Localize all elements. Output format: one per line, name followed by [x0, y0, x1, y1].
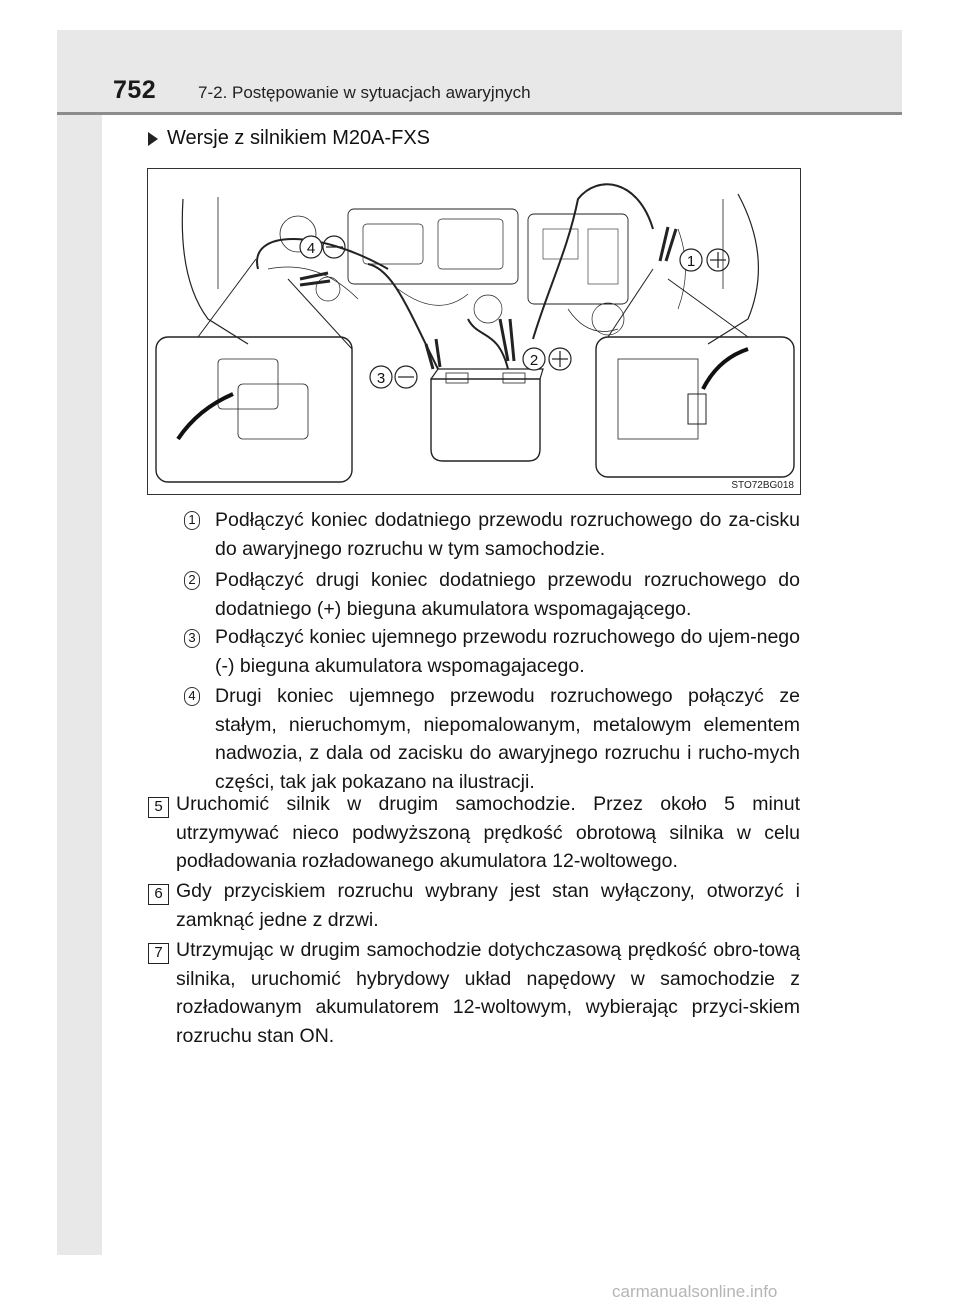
step-text: Gdy przyciskiem rozruchu wybrany jest stan wyłączony, otworzyć i zamknąć jedne z drzwi. — [176, 880, 800, 931]
substep-text: Podłączyć koniec ujemnego przewodu rozruchowego do ujem-nego (-) bieguna akumulatora wspomagajacego. — [215, 626, 800, 677]
triangle-bullet-icon — [148, 132, 158, 146]
header-rule — [57, 112, 902, 115]
substep-number: 4 — [184, 687, 200, 706]
step-number: 6 — [148, 884, 169, 905]
chapter-title: 7-2. Postępowanie w sytuacjach awaryjnych — [198, 83, 531, 102]
section-title: Wersje z silnikiem M20A-FXS — [167, 127, 431, 149]
engine-bay-drawing — [148, 169, 800, 494]
substep-number: 3 — [184, 629, 200, 648]
substep-number: 2 — [184, 571, 200, 590]
callout-2: 2 — [529, 352, 539, 369]
callout-4: 4 — [306, 240, 316, 257]
substep-text: Podłączyć koniec dodatniego przewodu rozruchowego do za-cisku do awaryjnego rozruchu w tym samochodzie. — [215, 509, 800, 560]
substep-text: Podłączyć drugi koniec dodatniego przewodu rozruchowego do dodatniego (+) bieguna akumulatora wspomagającego. — [215, 569, 800, 620]
section-heading — [148, 127, 430, 150]
step-number: 5 — [148, 797, 169, 818]
step-number: 7 — [148, 943, 169, 964]
page-number: 752 — [113, 76, 157, 104]
callout-1: 1 — [686, 253, 696, 270]
figure-code: STO72BG018 — [731, 480, 794, 491]
substep-number: 1 — [184, 511, 200, 530]
substep-text: Drugi koniec ujemnego przewodu rozruchowego połączyć ze stałym, nieruchomym, niepomalowanym, metalowym elementem nadwozia, z dala od zacisku do awaryjnego rozruchu i rucho-mych części, tak jak pokazano na ilustracji. — [215, 685, 800, 793]
step-text: Uruchomić silnik w drugim samochodzie. Przez około 5 minut utrzymywać nieco podwyższoną prędkość obrotową silnika w celu podładowania rozładowanego akumulatora 12-woltowego. — [176, 793, 800, 872]
callout-3: 3 — [376, 370, 386, 387]
step-text: Utrzymując w drugim samochodzie dotychczasową prędkość obro-tową silnika, uruchomić hybrydowy układ napędowy w samochodzie z rozładowanym akumulatorem 12-woltowym, wybierając przyci-skiem rozruchu stan ON. — [176, 939, 800, 1047]
side-bar — [57, 30, 102, 1255]
watermark: carmanualsonline.info — [612, 1282, 778, 1301]
jump-start-illustration — [147, 168, 801, 495]
